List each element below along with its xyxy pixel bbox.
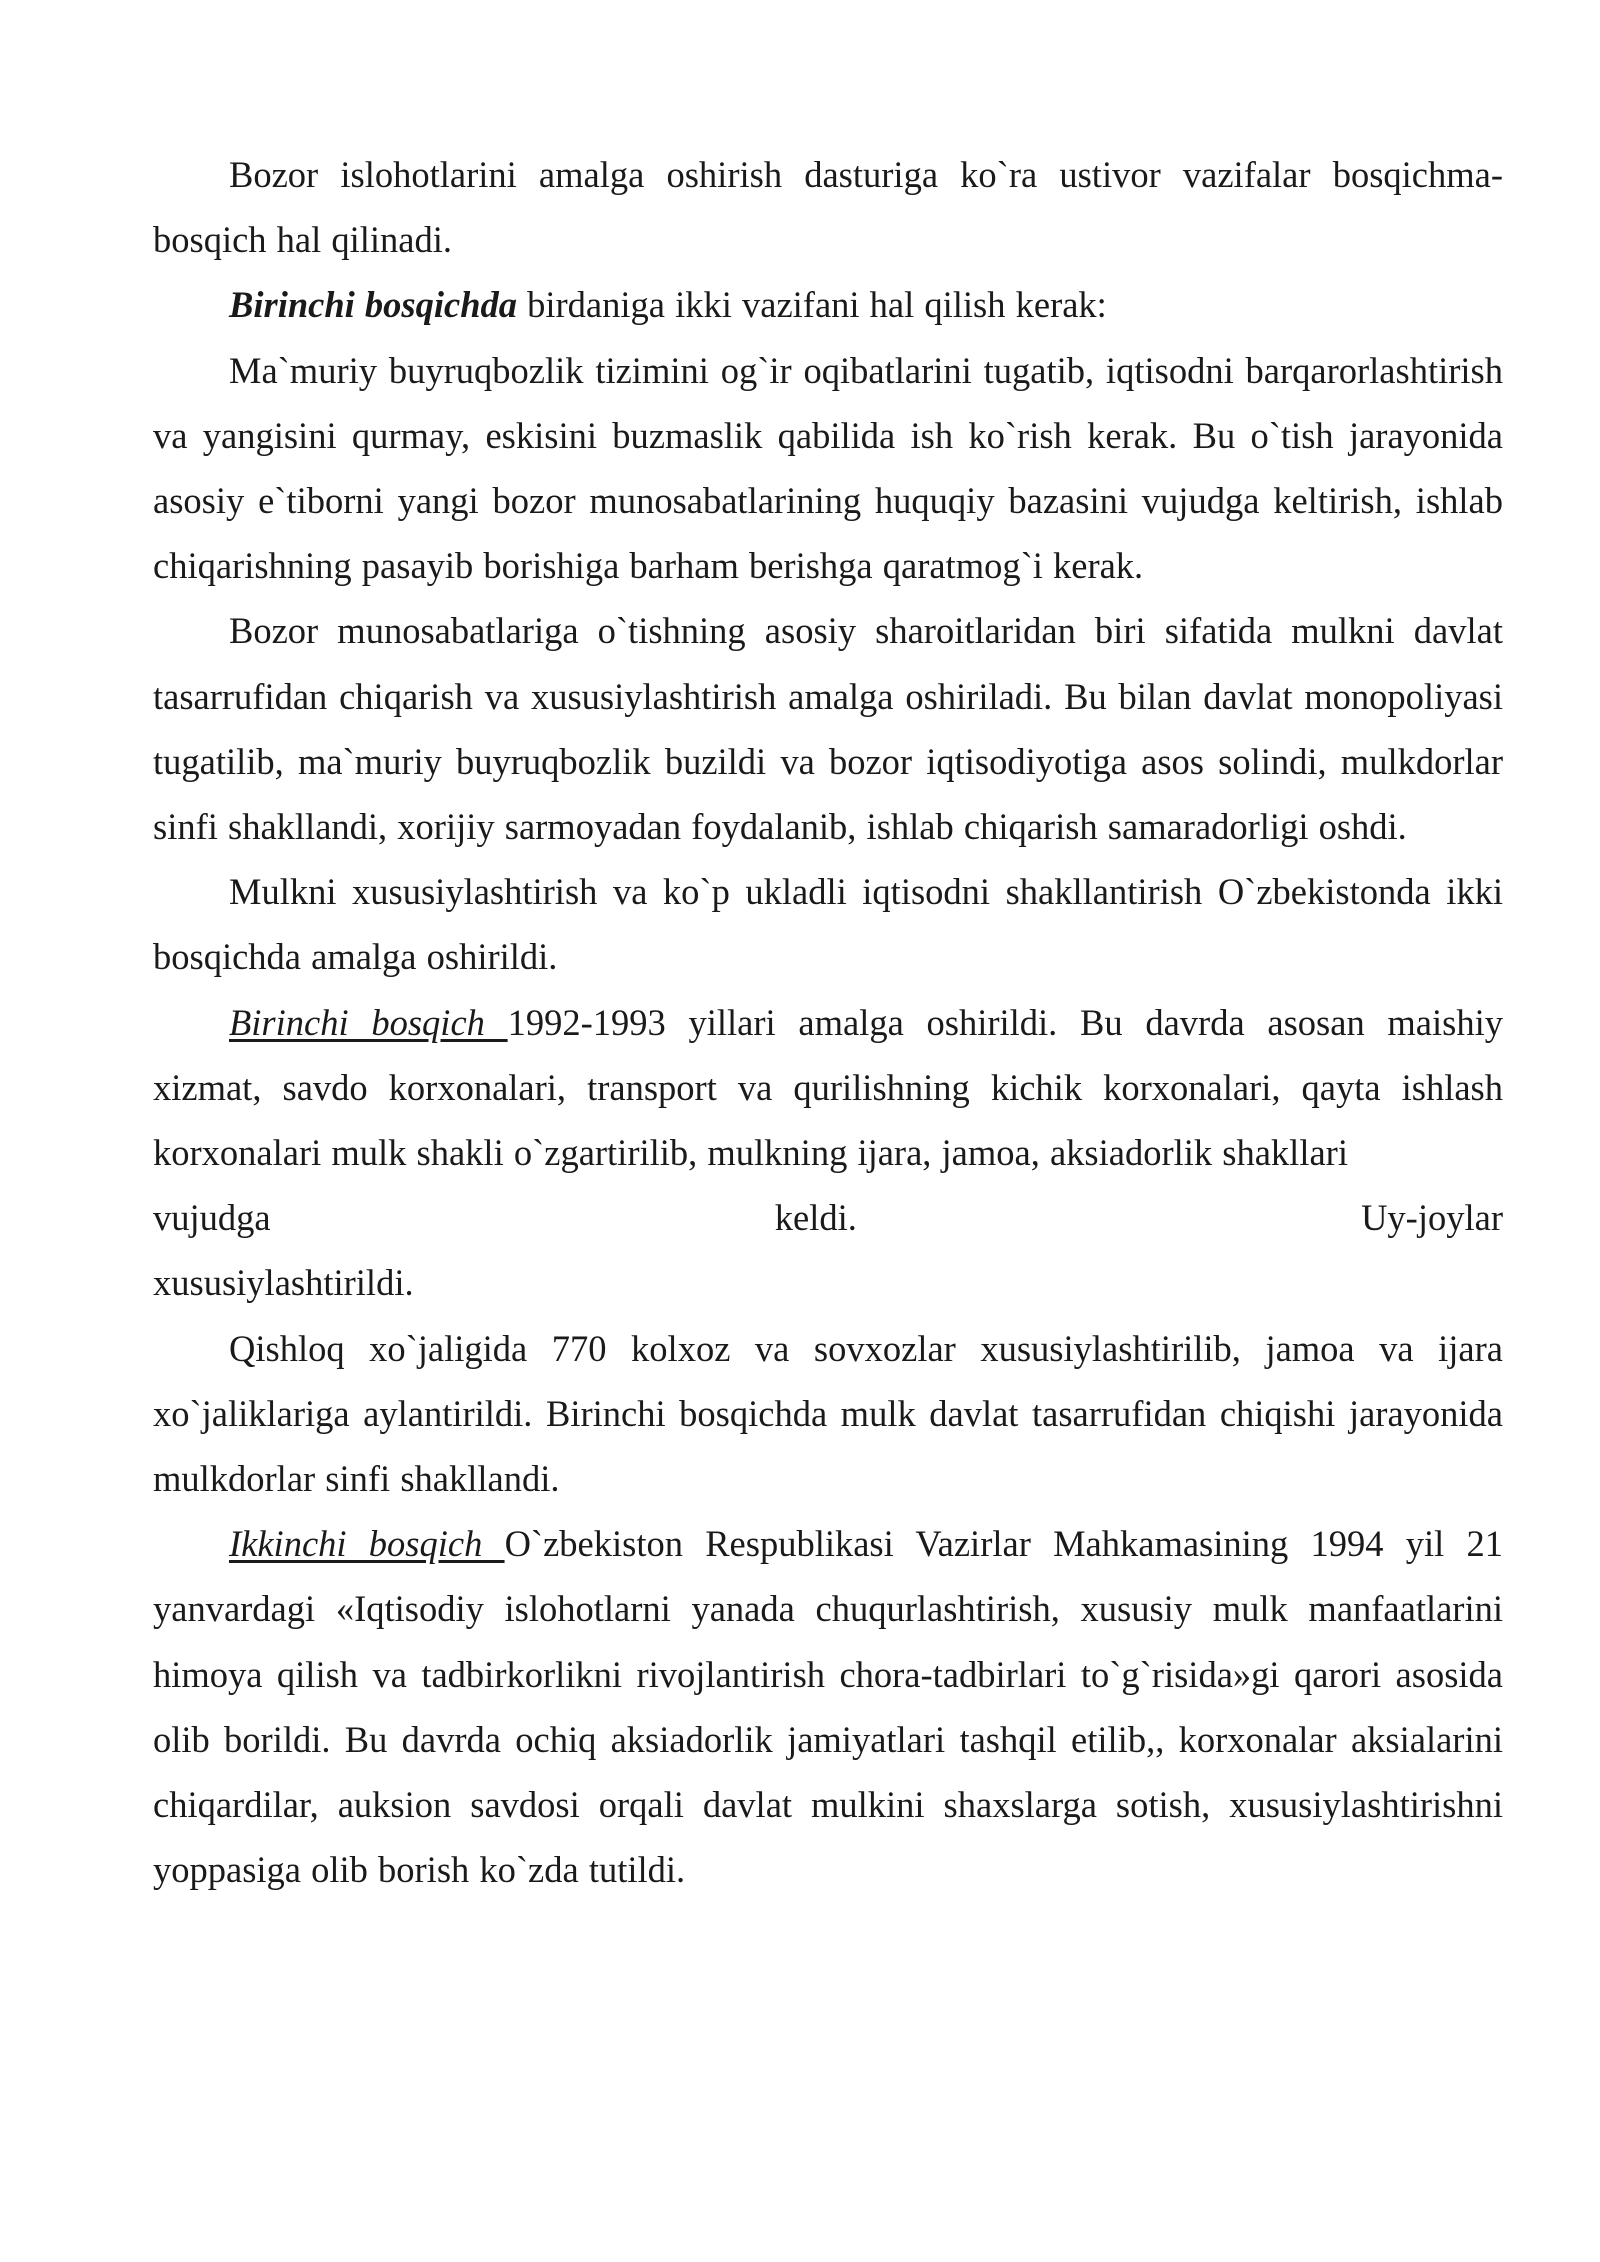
sparse-word: keldi.	[774, 1197, 857, 1239]
first-stage-heading: Birinchi bosqichda	[229, 284, 517, 326]
paragraph-4: Bozor munosabatlariga o`tishning asosiy sharoitlaridan biri sifatida mulkni davlat tasarrufidan chiqarish va xususiylashtirish amalga oshiriladi. Bu bilan davlat monopoliyasi tugatilib, ma`muriy buyruqbozlik buzildi va bozor iqtisodiyotiga asos solindi, mulkdorlar sinfi shakllandi, xorijiy sarmoyadan foydalanib, ishlab chiqarish samaradorligi oshdi.	[153, 610, 1503, 848]
first-stage-label: Birinchi bosqich	[229, 1001, 508, 1043]
paragraph-6-tail: xususiylashtirildi.	[153, 1262, 414, 1304]
paragraph-1: Bozor islohotlarini amalga oshirish dasturiga ko`ra ustivor vazifalar bosqichma-bosqich hal qilinadi.	[153, 154, 1503, 261]
paragraph-7: Qishloq xo`jaligida 770 kolxoz va sovxozlar xususiylashtirilib, jamoa va ijara xo`jaliklariga aylantirildi. Birinchi bosqichda mulk davlat tasarrufidan chiqishi jarayonida mulkdorlar sinfi shakllandi.	[153, 1327, 1503, 1500]
paragraph-6-sparse-line	[153, 1185, 1503, 1250]
paragraph-2-text: birdaniga ikki vazifani hal qilish kerak:	[517, 284, 1107, 326]
paragraph-6	[153, 990, 1503, 1186]
paragraph-2	[153, 272, 1503, 337]
sparse-word: vujudga	[153, 1197, 271, 1239]
paragraph-5: Mulkni xususiylashtirish va ko`p ukladli iqtisodni shakllantirish O`zbekistonda ikki bosqichda amalga oshirildi.	[153, 871, 1503, 978]
document-page	[153, 142, 1503, 1902]
sparse-word: Uy-joylar	[1361, 1197, 1503, 1239]
paragraph-3: Ma`muriy buyruqbozlik tizimini og`ir oqibatlarini tugatib, iqtisodni barqarorlashtirish va yangisini qurmay, eskisini buzmaslik qabilida ish ko`rish kerak. Bu o`tish jarayonida asosiy e`tiborni yangi bozor munosabatlarining huquqiy bazasini vujudga keltirish, ishlab chiqarishning pasayib borishiga barham berishga qaratmog`i kerak.	[153, 349, 1503, 587]
paragraph-8	[153, 1511, 1503, 1902]
second-stage-label: Ikkinchi bosqich	[229, 1523, 505, 1565]
paragraph-8-text: O`zbekiston Respublikasi Vazirlar Mahkamasining 1994 yil 21 yanvardagi «Iqtisodiy islohotlarni yanada chuqurlashtirish, xususiy mulk manfaatlarini himoya qilish va tadbirkorlikni rivojlantirish chora-tadbirlari to`g`risida»gi qarori asosida olib borildi. Bu davrda ochiq aksiadorlik jamiyatlari tashqil etilib,, korxonalar aksialarini chiqardilar, auksion savdosi orqali davlat mulkini shaxslarga sotish, xususiylashtirishni yoppasiga olib borish ko`zda tutildi.	[153, 1523, 1503, 1891]
paragraph-6-text: 1992-1993 yillari amalga oshirildi. Bu davrda asosan maishiy xizmat, savdo korxonalari, transport va qurilishning kichik korxonalari, qayta ishlash korxonalari mulk shakli o`zgartirilib, mulkning ijara, jamoa, aksiadorlik shakllari	[153, 1001, 1503, 1174]
